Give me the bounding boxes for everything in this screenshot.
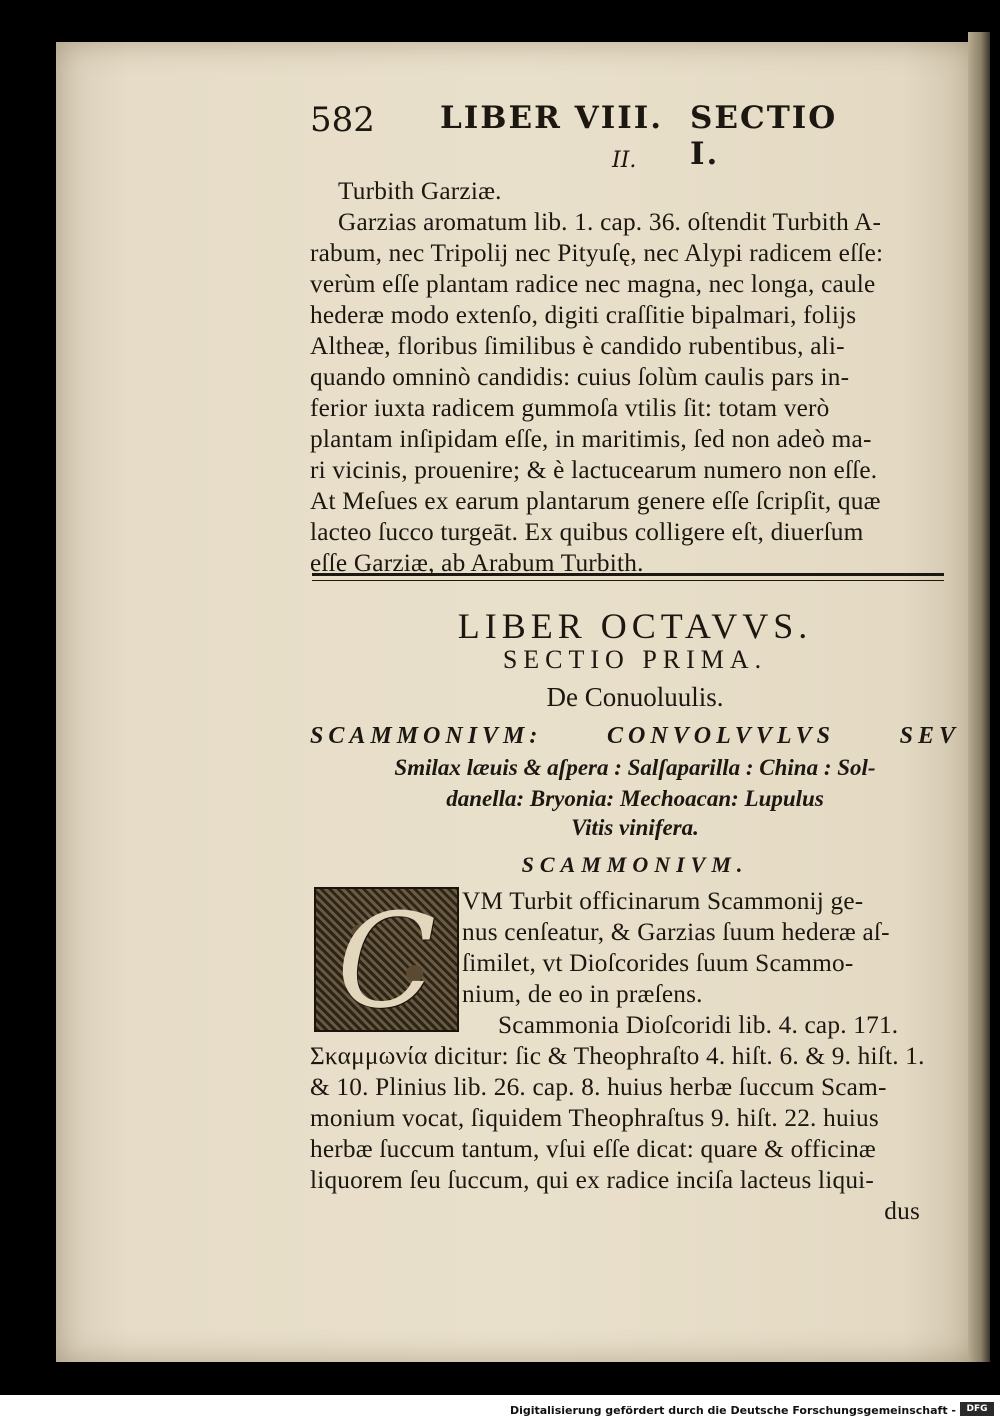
section-two-text [310, 176, 960, 579]
page-edge [968, 32, 990, 1362]
section-numeral: II. [612, 148, 637, 173]
text-line: quando omninò candidis: cuius ſolùm caulis pars in- [310, 363, 850, 391]
contents-line-3: danella: Bryonia: Mechoacan: Lupulus [446, 786, 824, 811]
text-line: nus cenſeatur, & Garzias ſuum hederæ aſ- [462, 918, 890, 946]
text-line: & 10. Plinius lib. 26. cap. 8. huius herbæ ſuccum Scam- [310, 1073, 887, 1101]
text-line: eſſe Garziæ, ab Arabum Turbith. [310, 549, 644, 577]
contents-line-4: Vitis vinifera. [571, 815, 699, 840]
text-line: liquorem ſeu ſuccum, qui ex radice inciſa lacteus liqui- [310, 1166, 875, 1194]
text-line: rabum, nec Tripolij nec Pityuſę, nec Alypi radicem eſſe: [310, 239, 884, 267]
running-head [310, 100, 870, 172]
text-line: hederæ modo extenſo, digiti craſſitie bipalmari, folijs [310, 301, 857, 329]
text-line: ſimilet, vt Dioſcorides ſuum Scammo- [462, 949, 854, 977]
catchword: dus [884, 1197, 920, 1225]
text-line: Scammonia Dioſcoridi lib. 4. cap. 171. [498, 1011, 899, 1039]
text-line: verùm eſſe plantam radice nec magna, nec longa, caule [310, 270, 876, 298]
section-divider-rule [312, 573, 944, 581]
footer-credit: Digitalisierung gefördert durch die Deutsche Forschungsgemeinschaft - [509, 1404, 956, 1417]
text-line: At Meſues ex earum plantarum genere eſſe ſcripſit, quæ [310, 487, 881, 515]
text-line: herbæ ſuccum tantum, vſui eſſe dicat: quare & officinæ [310, 1135, 877, 1163]
text-line: ri vicinis, prouenire; & è lactucearum numero non eſſe. [310, 456, 878, 484]
page-number: 582 [310, 100, 375, 140]
running-head-book: LIBER VIII. [440, 100, 664, 136]
text-line: monium vocat, ſiquidem Theophraſtus 9. hiſt. 22. huius [310, 1104, 879, 1132]
book-title: LIBER OCTAVVS. [457, 606, 813, 646]
text-line: Σκαμμωνία dicitur: ſic & Theophraſto 4. hiſt. 6. & 9. hiſt. 1. [310, 1042, 925, 1070]
text-line: VM Turbit officinarum Scammonij ge- [462, 887, 864, 915]
text-line: Garzias aromatum lib. 1. cap. 36. oſtendit Turbith A- [338, 208, 882, 236]
dfg-logo: DFG [960, 1402, 994, 1416]
text-line: nium, de eo in præſens. [462, 980, 703, 1008]
contents-line-1: SCAMMONIVM: CONVOLVVLVS SEV [310, 723, 960, 749]
contents-line-2: Smilax læuis & aſpera : Salſaparilla : China : Sol- [394, 755, 876, 780]
text-line: lacteo ſucco turgeāt. Ex quibus colligere eſt, diuerſum [310, 518, 864, 546]
initial-letter: C [336, 885, 437, 1037]
text-line: plantam inſipidam eſſe, in maritimis, ſed non adeò ma- [310, 425, 872, 453]
sub-heading: SCAMMONIVM. [521, 852, 749, 877]
text-line: Altheæ, floribus ſimilibus è candido rubentibus, ali- [310, 332, 845, 360]
text-line: ferior iuxta radicem gummoſa vtilis ſit: totam verò [310, 394, 830, 422]
text-line: Turbith Garziæ. [338, 177, 502, 205]
running-head-section: SECTIO I. [690, 100, 838, 172]
main-text [310, 886, 960, 1227]
section-title: SECTIO PRIMA. [502, 645, 768, 674]
chapter-title: De Conuoluulis. [546, 682, 724, 712]
